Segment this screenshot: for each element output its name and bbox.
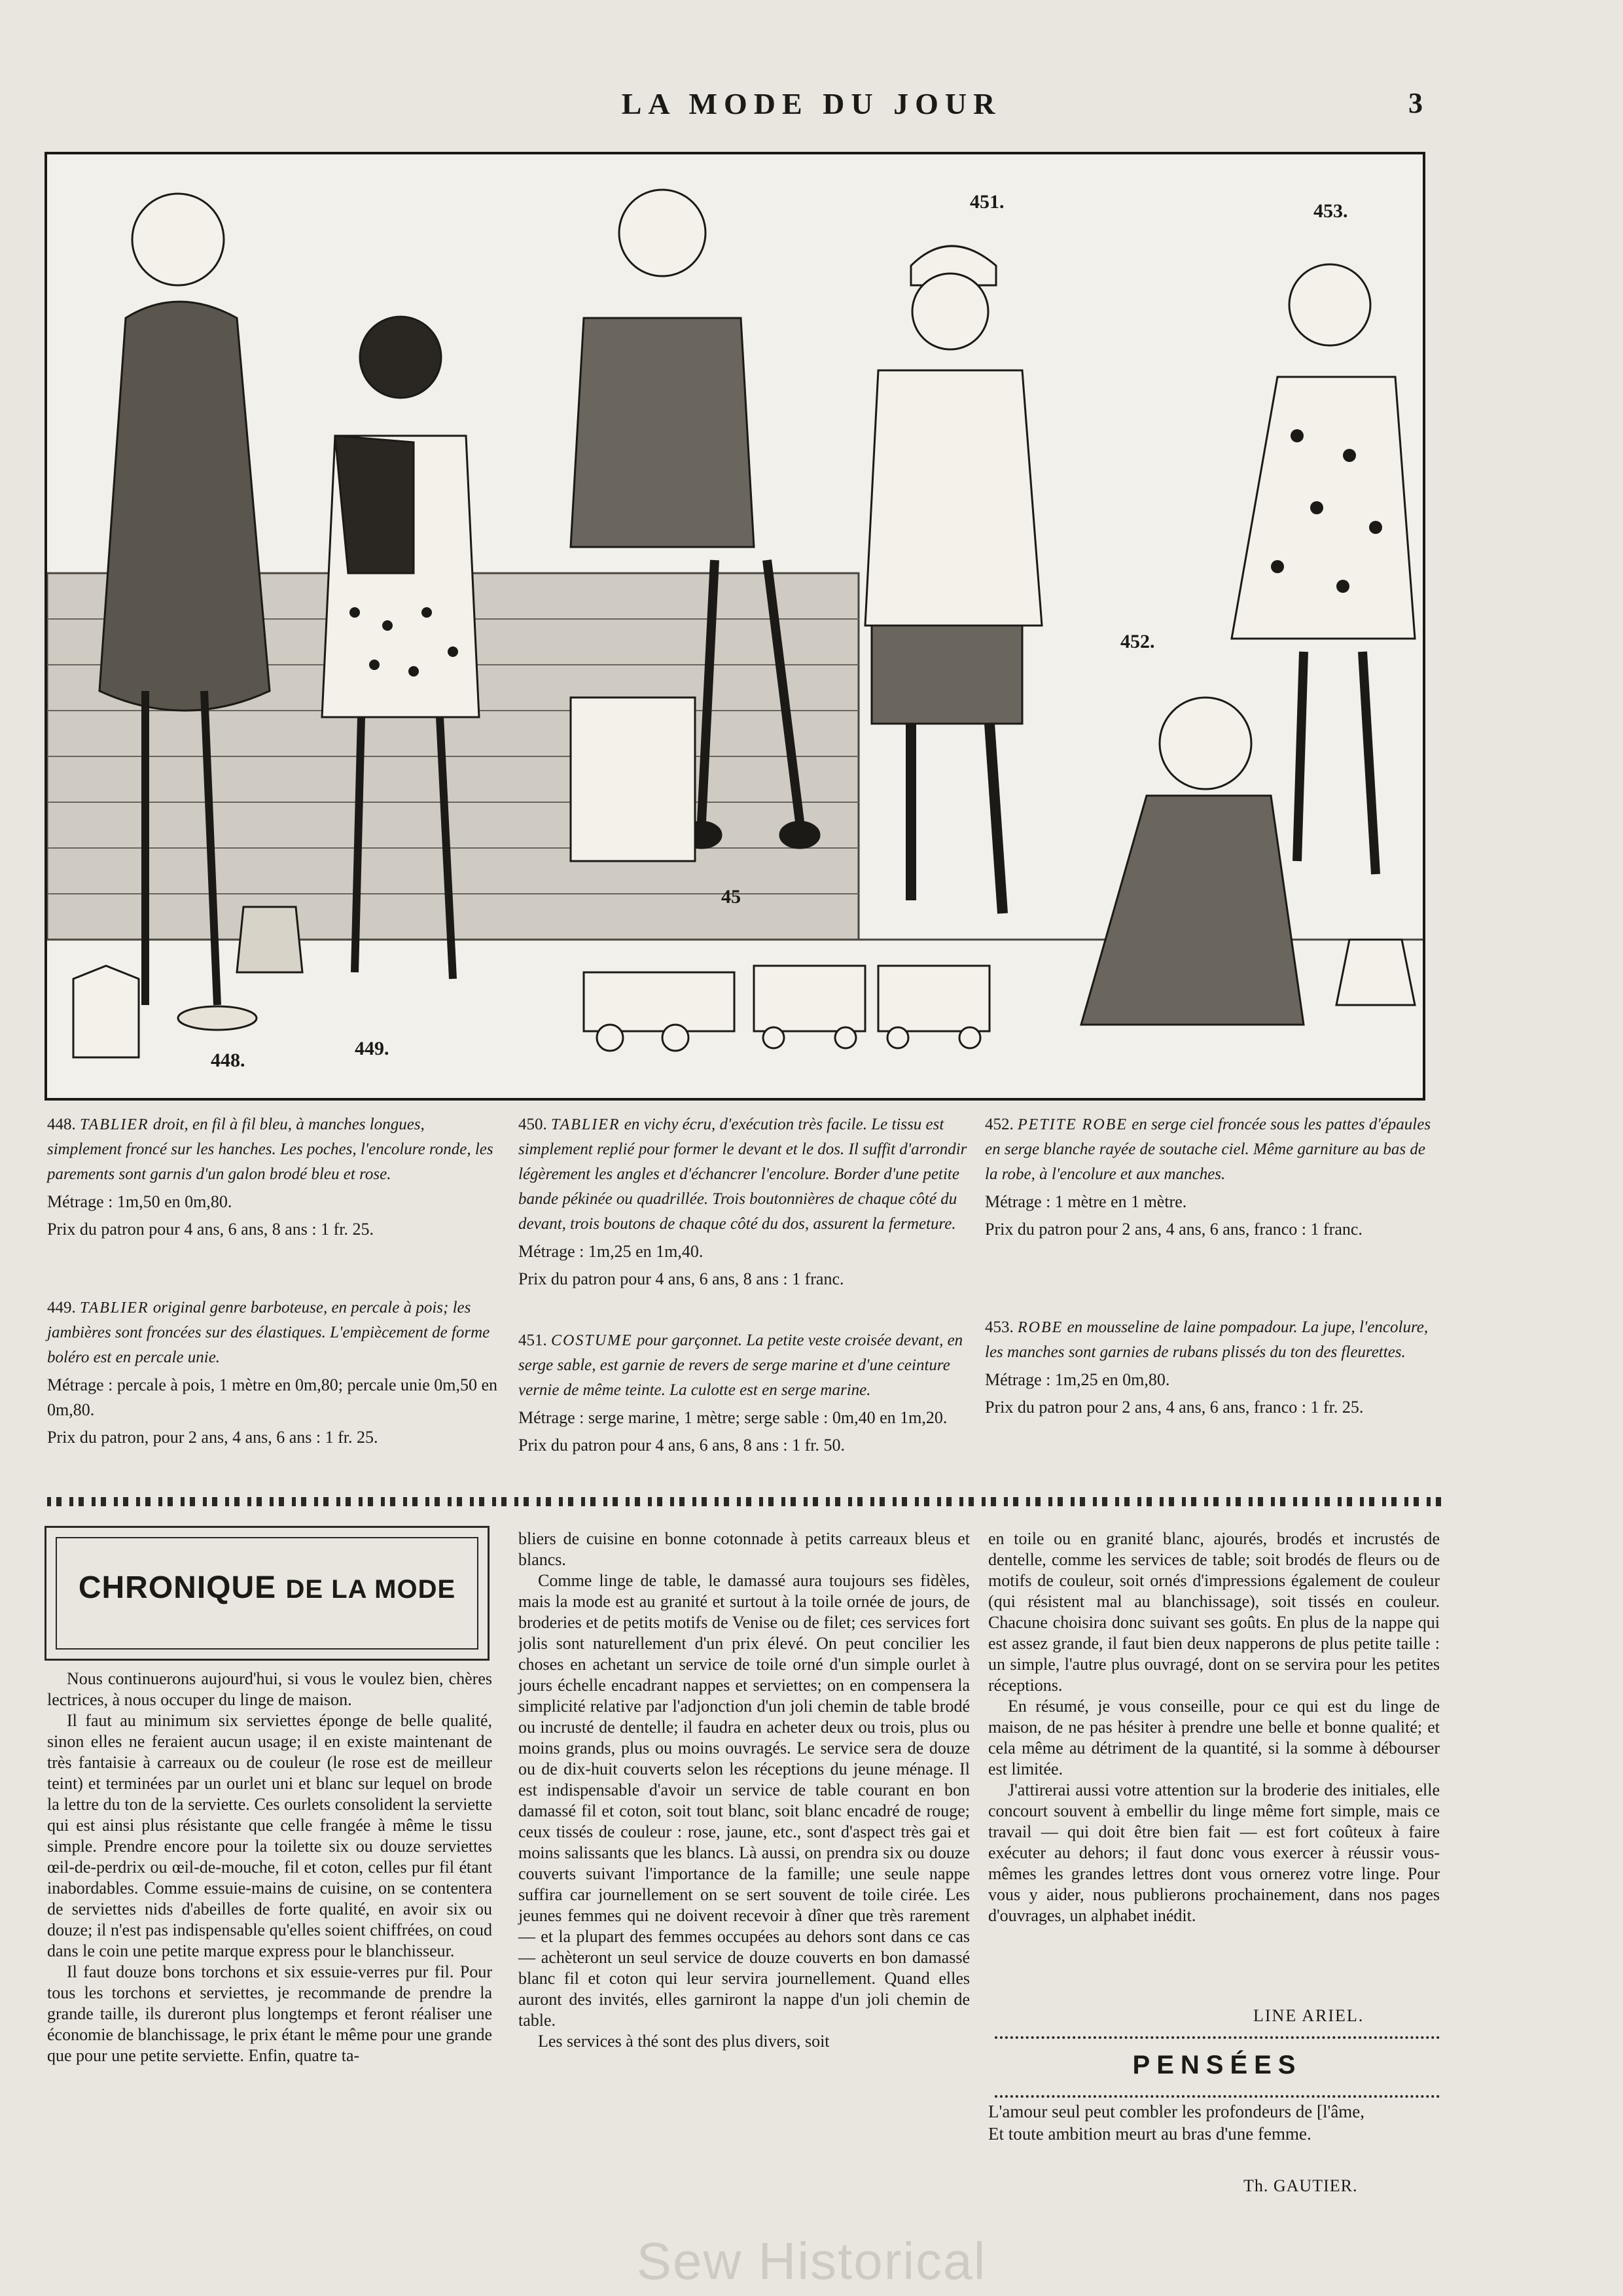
- prix-450: Prix du patron pour 4 ans, 6 ans, 8 ans : 1 franc.: [518, 1269, 844, 1288]
- metrage-451: Métrage : serge marine, 1 mètre; serge sable : 0m,40 en 1m,20.: [518, 1408, 948, 1427]
- article-column-2: bliers de cuisine en bonne cotonnade à petits carreaux bleus et blancs. Comme linge de table, le damassé aura toujours ses fidèles, mais la mode est au granité et surtout à la toile ornée de jours, de broderies et de petits motifs de Venise ou de filet; ces services fort jolis sont naturellement d'un prix élevé. On peut concilier les choses en achetant un service de toile orné d'un simple ourlet à jours échelle encadrant nappes et serviettes; on en compensera la simplicité relative par l'adjonction d'un joli chemin de table brodé ou incrusté de dentelle; il faudra en acheter deux ou trois, plus ou moins grands, plus ou moins ouvragés. Le service sera de douze ou de dix-huit couverts selon les réceptions du jeune ménage. Il est indispensable d'avoir un service de table courant en bon damassé fil et coton, soit tout blanc, soit blanc encadré de rouge; ceux tissés de couleur : rose, jaune, etc., sont d'aspect très gai et moins salissants que les blancs. Là aussi, on prendra six ou douze couverts suivant l'importance de la famille; une seule nappe suffira car journellement on se sert souvent de toile cirée. Les jeunes femmes qui ne doivent recevoir à dîner que très rarement — et la plupart des femmes occupées au dehors sont dans ce cas — achèteront un seul service de douze couverts en bon damassé blanc fil et coton qui leur servira journellement. Quand elles auront des invités, elles garniront la nappe d'un joli chemin de table. Les services à thé sont des plus divers, soit: [518, 1529, 970, 2051]
- pensees-box: [995, 2036, 1440, 2098]
- metrage-453: Métrage : 1m,25 en 0m,80.: [985, 1370, 1170, 1389]
- caption-448: 448. TABLIER droit, en fil à fil bleu, à manches longues, simplement froncé sur les hanches. Les poches, l'encolure ronde, les parements sont garnis d'un galon brodé bleu et rose. Métrage : 1m,50 en 0m,80. Prix du patron pour 4 ans, 6 ans, 8 ans : 1 fr. 25.: [47, 1112, 499, 1242]
- prix-448: Prix du patron pour 4 ans, 6 ans, 8 ans : 1 fr. 25.: [47, 1220, 374, 1239]
- article-column-1: Nous continuerons aujourd'hui, si vous le voulez bien, chères lectrices, à nous occuper du linge de maison. Il faut au minimum six serviettes éponge de belle qualité, sinon elles ne feraient aucun usage; il en existe maintenant de très fantaisie à carreaux ou de couleur (le rose est de meilleur teint) et terminées par un ourlet uni et blanc sur lequel on brode la lettre du ton de la serviette. Ces ourlets consolident la serviette qui est ainsi plus résistante que celle frangée à même le tissu simple. Prendre encore pour la toilette six ou douze serviettes œil-de-perdrix ou œil-de-mouche, fil et coton, celles pur fil étant inabordables. Comme essuie-mains de cuisine, on se contentera de serviettes nids d'abeilles de forte qualité, en avoir six ou douze; il n'est pas indispensable qu'elles soient chiffrées, on coud dans le coin une petite marque express pour le blanchisseur. Il faut douze bons torchons et six essuie-verres pur fil. Pour tous les torchons et serviettes, je recommande de prendre la grande taille, ils dureront plus longtemps et feront réaliser une économie de blanchissage, le prix étant le même pour une grande que pour une petite serviette. Enfin, quatre ta-: [47, 1669, 492, 2065]
- ornamental-divider: [47, 1492, 1441, 1511]
- caption-453: 453. ROBE en mousseline de laine pompadour. La jupe, l'encolure, les manches sont garnies de rubans plissés du ton des fleurettes. Métrage : 1m,25 en 0m,80. Prix du patron pour 2 ans, 4 ans, 6 ans, franco : 1 fr. 25.: [985, 1315, 1436, 1420]
- metrage-448: Métrage : 1m,50 en 0m,80.: [47, 1192, 232, 1211]
- article-column-3: en toile ou en granité blanc, ajourés, brodés et incrustés de dentelle, comme les services de table; soit brodés de fleurs ou de motifs de couleur, soit ornés d'impressions également de couleur (qui résistent mal au blanchissage), soit tissés en couleur. Chacune choisira donc suivant ses goûts. En plus de la nappe qui est assez grande, il faut bien deux napperons de plus petite taille : un simple, l'autre plus ouvragé, dont on se servira pour les petites réceptions. En résumé, je vous conseille, pour ce qui est du linge de maison, de ne pas hésiter à prendre une belle et bonne qualité; et cela même au détriment de la quantité, si la somme à débourser est limitée. J'attirerai aussi votre attention sur la broderie des initiales, elle concourt souvent à embellir du linge même fort simple, mais ce travail — qui doit être bien fait — est fort coûteux à faire exécuter au dehors; il faut donc vous exercer à réussir vous-mêmes les grandes lettres dont vous ornerez votre linge. Pour vous y aider, nous publierons prochainement, dans nos pages d'ouvrages, un alphabet inédit.: [988, 1529, 1440, 1925]
- page-number: 3: [1408, 87, 1423, 119]
- caption-450: 450. TABLIER en vichy écru, d'exécution très facile. Le tissu est simplement replié pour former le devant et le dos. Il suffit d'arrondir légèrement les angles et d'échancrer l'encolure. Border d'une petite bande pékinée ou quadrillée. Trois boutonnières de chaque côté du devant, trois boutons de chaque côté du dos, assurent la fermeture. Métrage : 1m,25 en 1m,40. Prix du patron pour 4 ans, 6 ans, 8 ans : 1 franc.: [518, 1112, 970, 1292]
- metrage-449: Métrage : percale à pois, 1 mètre en 0m,80; percale unie 0m,50 en 0m,80.: [47, 1375, 498, 1419]
- caption-452: 452. PETITE ROBE en serge ciel froncée sous les pattes d'épaules en serge blanche rayée de soutache ciel. Même garniture au bas de la robe, à l'encolure et aux manches. Métrage : 1 mètre en 1 mètre. Prix du patron pour 2 ans, 4 ans, 6 ans, franco : 1 franc.: [985, 1112, 1436, 1242]
- caption-449: 449. TABLIER original genre barboteuse, en percale à pois; les jambières sont froncées sur des élastiques. L'empiècement de forme boléro est en percale unie. Métrage : percale à pois, 1 mètre en 0m,80; percale unie 0m,50 en 0m,80. Prix du patron, pour 2 ans, 4 ans, 6 ans : 1 fr. 25.: [47, 1296, 499, 1450]
- figure-number-451: 451.: [970, 191, 1005, 213]
- figure-number-452: 452.: [1120, 631, 1155, 652]
- pensees-title: PENSÉES: [1132, 2051, 1302, 2079]
- article-signature: LINE ARIEL.: [1253, 2006, 1364, 2025]
- prix-449: Prix du patron, pour 2 ans, 4 ans, 6 ans : 1 fr. 25.: [47, 1428, 378, 1447]
- watermark: Sew Historical: [636, 2232, 987, 2290]
- figure-number-453: 453.: [1313, 200, 1348, 222]
- metrage-450: Métrage : 1m,25 en 1m,40.: [518, 1242, 704, 1261]
- prix-451: Prix du patron pour 4 ans, 6 ans, 8 ans : 1 fr. 50.: [518, 1436, 846, 1455]
- chronique-header-box: [45, 1526, 490, 1661]
- caption-451: 451. COSTUME pour garçonnet. La petite veste croisée devant, en serge sable, est garnie de revers de serge marine et d'une ceinture vernie de même teinte. La culotte est en serge marine. Métrage : serge marine, 1 mètre; serge sable : 0m,40 en 1m,20. Prix du patron pour 4 ans, 6 ans, 8 ans : 1 fr. 50.: [518, 1328, 970, 1458]
- pensees-quote: L'amour seul peut combler les profondeurs de [l'âme, Et toute ambition meurt au bras d'une femme.: [988, 2102, 1365, 2144]
- fashion-illustration: [45, 152, 1425, 1101]
- figure-number-450: 45: [721, 886, 741, 908]
- figure-number-449: 449.: [355, 1038, 389, 1059]
- prix-452: Prix du patron pour 2 ans, 4 ans, 6 ans, franco : 1 franc.: [985, 1220, 1363, 1239]
- pensees-author: Th. GAUTIER.: [1243, 2176, 1358, 2195]
- illustration-drawing: [47, 154, 1423, 1098]
- prix-453: Prix du patron pour 2 ans, 4 ans, 6 ans, franco : 1 fr. 25.: [985, 1398, 1364, 1417]
- masthead-title: LA MODE DU JOUR: [621, 87, 1002, 120]
- chronique-title: CHRONIQUE DE LA MODE: [78, 1570, 456, 1605]
- figure-number-448: 448.: [211, 1050, 245, 1071]
- metrage-452: Métrage : 1 mètre en 1 mètre.: [985, 1192, 1187, 1211]
